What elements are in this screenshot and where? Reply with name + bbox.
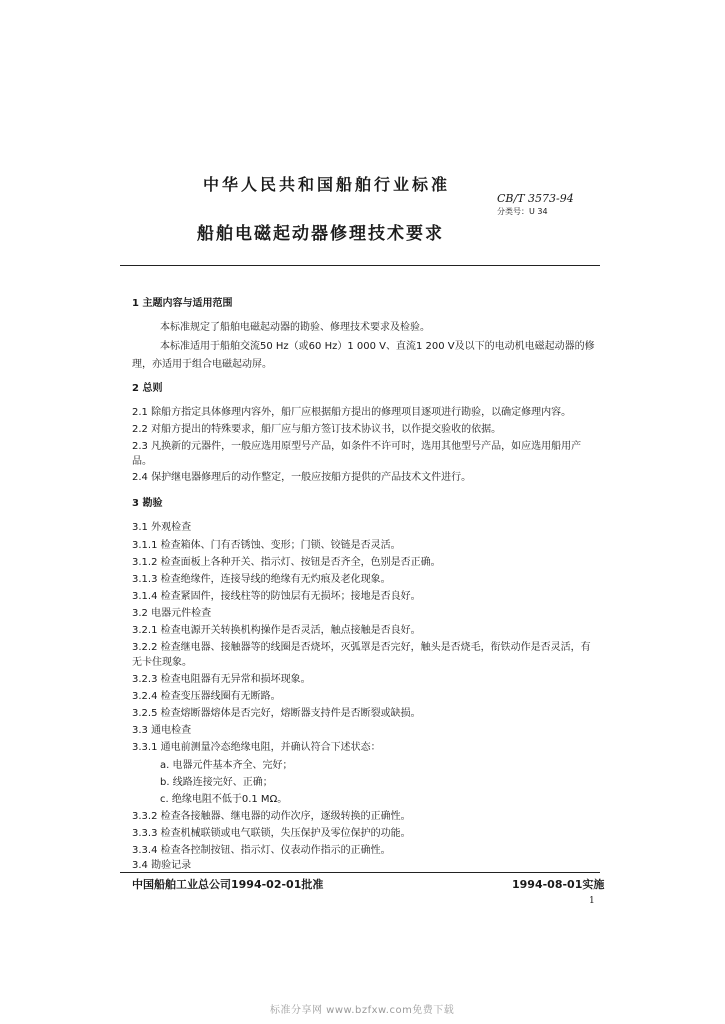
bottom-divider <box>120 872 600 873</box>
implementation-date: 1994-08-01实施 <box>512 878 605 891</box>
clause-3-1-4: 3.1.4 检查紧固件，接线柱等的防蚀层有无损坏；接地是否良好。 <box>132 591 421 602</box>
clause-3-2-4: 3.2.4 检查变压器线圈有无断路。 <box>132 691 281 702</box>
classification-number: 分类号：U 34 <box>497 207 548 216</box>
clause-3-2-1: 3.2.1 检查电源开关转换机构操作是否灵活，触点接触是否良好。 <box>132 625 421 636</box>
clause-3-2-2-cont: 无卡住现象。 <box>132 657 192 668</box>
section-heading-2: 2 总则 <box>132 383 163 394</box>
page-number: 1 <box>589 896 595 906</box>
section-heading-3: 3 勘验 <box>132 498 163 509</box>
clause-3-3: 3.3 通电检查 <box>132 725 192 736</box>
paragraph-line: 理，亦适用于组合电磁起动屏。 <box>132 359 272 370</box>
paragraph-line: 本标准规定了船舶电磁起动器的勘验、修理技术要求及检验。 <box>160 322 430 333</box>
section-heading-1: 1 主题内容与适用范围 <box>132 298 233 309</box>
clause-2-3: 2.3 凡换新的元器件，一般应选用原型号产品，如条件不许可时，选用其他型号产品，如应选用船用产 <box>132 441 582 452</box>
clause-3-2-2: 3.2.2 检查继电器、接触器等的线圈是否烧坏，灭弧罩是否完好，触头是否烧毛，衔铁动作是否灵活，有 <box>132 642 591 653</box>
clause-3-2-5: 3.2.5 检查熔断器熔体是否完好，熔断器支持件是否断裂或缺损。 <box>132 708 421 719</box>
clause-2-1: 2.1 除船方指定具体修理内容外，船厂应根据船方提出的修理项目逐项进行勘验，以确定修理内容。 <box>132 407 572 418</box>
list-item-a: a. 电器元件基本齐全、完好； <box>160 760 293 771</box>
list-item-c: c. 绝缘电阻不低于0.1 MΩ。 <box>160 794 288 805</box>
clause-3-3-2: 3.3.2 检查各接触器、继电器的动作次序，逐级转换的正确性。 <box>132 811 411 822</box>
approval-date: 中国船舶工业总公司1994-02-01批准 <box>132 878 324 891</box>
paragraph-line: 本标准适用于船舶交流50 Hz（或60 Hz）1 000 V、直流1 200 V及以下的电动机电磁起动器的修 <box>160 341 595 352</box>
clause-3-2-3: 3.2.3 检查电阻器有无异常和损坏现象。 <box>132 674 311 685</box>
clause-3-1-3: 3.1.3 检查绝缘件，连接导线的绝缘有无灼痕及老化现象。 <box>132 574 391 585</box>
clause-3-2: 3.2 电器元件检查 <box>132 608 212 619</box>
clause-3-4: 3.4 勘验记录 <box>132 860 192 871</box>
clause-2-2: 2.2 对船方提出的特殊要求，船厂应与船方签订技术协议书，以作提交验收的依据。 <box>132 424 502 435</box>
clause-3-1-2: 3.1.2 检查面板上各种开关、指示灯、按钮是否齐全，色别是否正确。 <box>132 557 441 568</box>
list-item-b: b. 线路连接完好、正确； <box>160 777 273 788</box>
clause-3-3-4: 3.3.4 检查各控制按钮、指示灯、仪表动作指示的正确性。 <box>132 845 391 856</box>
issuer-heading: 中华人民共和国船舶行业标准 <box>203 175 451 194</box>
clause-3-1: 3.1 外观检查 <box>132 522 192 533</box>
standard-number: CB/T 3573-94 <box>497 192 574 205</box>
clause-2-3-cont: 品。 <box>132 456 152 467</box>
clause-3-1-1: 3.1.1 检查箱体、门有否锈蚀、变形；门锁、铰链是否灵活。 <box>132 540 401 551</box>
document-title: 船舶电磁起动器修理技术要求 <box>197 224 444 244</box>
top-divider <box>120 265 600 266</box>
watermark-text: 标准分享网 www.bzfxw.com免费下载 <box>270 1005 455 1016</box>
clause-3-3-3: 3.3.3 检查机械联锁或电气联锁，失压保护及零位保护的功能。 <box>132 828 411 839</box>
clause-2-4: 2.4 保护继电器修理后的动作整定，一般应按船方提供的产品技术文件进行。 <box>132 472 472 483</box>
clause-3-3-1: 3.3.1 通电前测量冷态绝缘电阻，并确认符合下述状态： <box>132 742 381 753</box>
